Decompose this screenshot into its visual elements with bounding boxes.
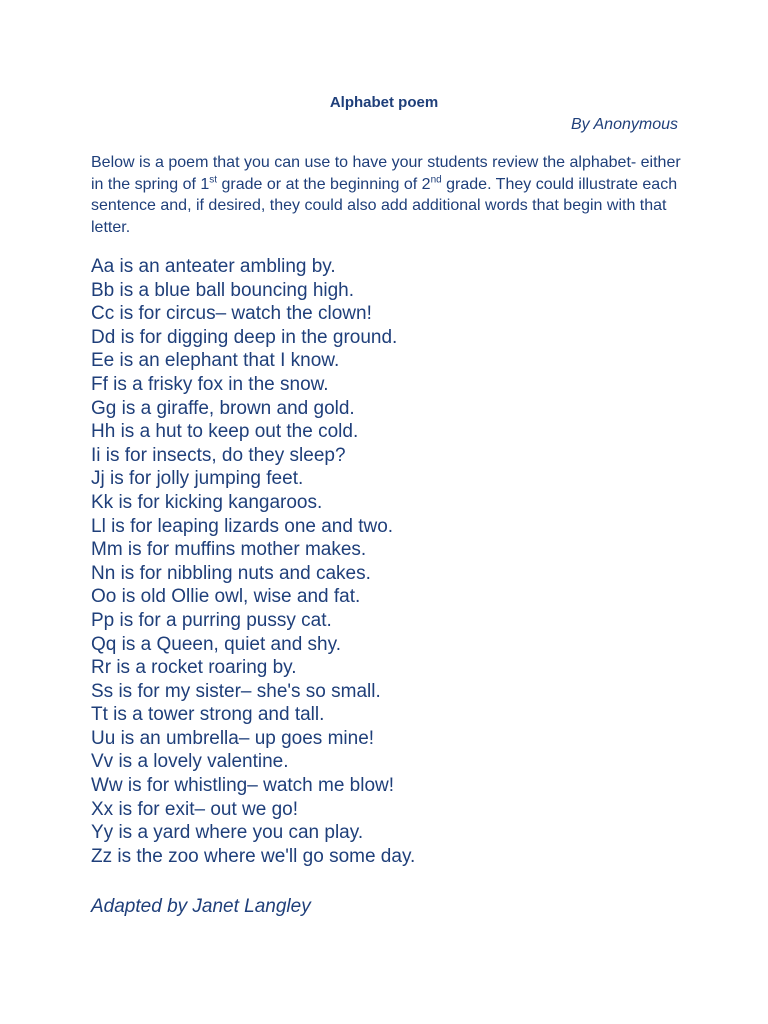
poem-line: Oo is old Ollie owl, wise and fat. — [91, 586, 361, 608]
poem-line: Ss is for my sister– she's so small. — [91, 680, 381, 702]
poem-line: Mm is for muffins mother makes. — [91, 539, 367, 561]
poem-line: Dd is for digging deep in the ground. — [91, 326, 398, 348]
intro-text-3: grade. They could illustrate each sentence and, if desired, they could also add additional words that begin with that letter. — [91, 175, 678, 236]
poem-line: Bb is a blue ball bouncing high. — [91, 279, 355, 301]
poem-body — [91, 255, 691, 868]
document-title: Alphabet poem — [329, 94, 439, 111]
poem-line: Gg is a giraffe, brown and gold. — [91, 397, 355, 419]
poem-line: Ii is for insects, do they sleep? — [91, 444, 346, 466]
poem-line: Pp is for a purring pussy cat. — [91, 609, 332, 631]
poem-line: Kk is for kicking kangaroos. — [91, 491, 323, 513]
intro-text-2: grade or at the beginning of 2 — [217, 175, 431, 193]
intro-text-1: Below is a poem that you can use to have your students review the alphabet- either in the spring of 1 — [91, 154, 681, 193]
poem-line: Ff is a frisky fox in the snow. — [91, 373, 329, 395]
poem-line: Hh is a hut to keep out the cold. — [91, 421, 359, 443]
intro-paragraph — [91, 152, 691, 238]
poem-line: Vv is a lovely valentine. — [91, 751, 289, 773]
intro-superscript-2: nd — [430, 174, 442, 186]
adapted-by-credit: Adapted by Janet Langley — [91, 896, 311, 917]
poem-line: Jj is for jolly jumping feet. — [91, 468, 304, 490]
author-byline: By Anonymous — [570, 116, 678, 133]
poem-line: Ww is for whistling– watch me blow! — [91, 775, 395, 797]
intro-superscript-1: st — [209, 174, 218, 186]
poem-line: Yy is a yard where you can play. — [91, 822, 364, 844]
poem-line: Tt is a tower strong and tall. — [91, 704, 325, 726]
poem-line: Uu is an umbrella– up goes mine! — [91, 727, 375, 749]
poem-line: Ll is for leaping lizards one and two. — [91, 515, 394, 537]
poem-line: Rr is a rocket roaring by. — [91, 657, 297, 679]
poem-line: Nn is for nibbling nuts and cakes. — [91, 562, 371, 584]
poem-line: Xx is for exit– out we go! — [91, 798, 298, 820]
poem-line: Ee is an elephant that I know. — [91, 350, 340, 372]
poem-line: Zz is the zoo where we'll go some day. — [91, 845, 416, 867]
poem-line: Cc is for circus– watch the clown! — [91, 303, 372, 325]
poem-line: Aa is an anteater ambling by. — [91, 256, 336, 277]
poem-line: Qq is a Queen, quiet and shy. — [91, 633, 341, 655]
